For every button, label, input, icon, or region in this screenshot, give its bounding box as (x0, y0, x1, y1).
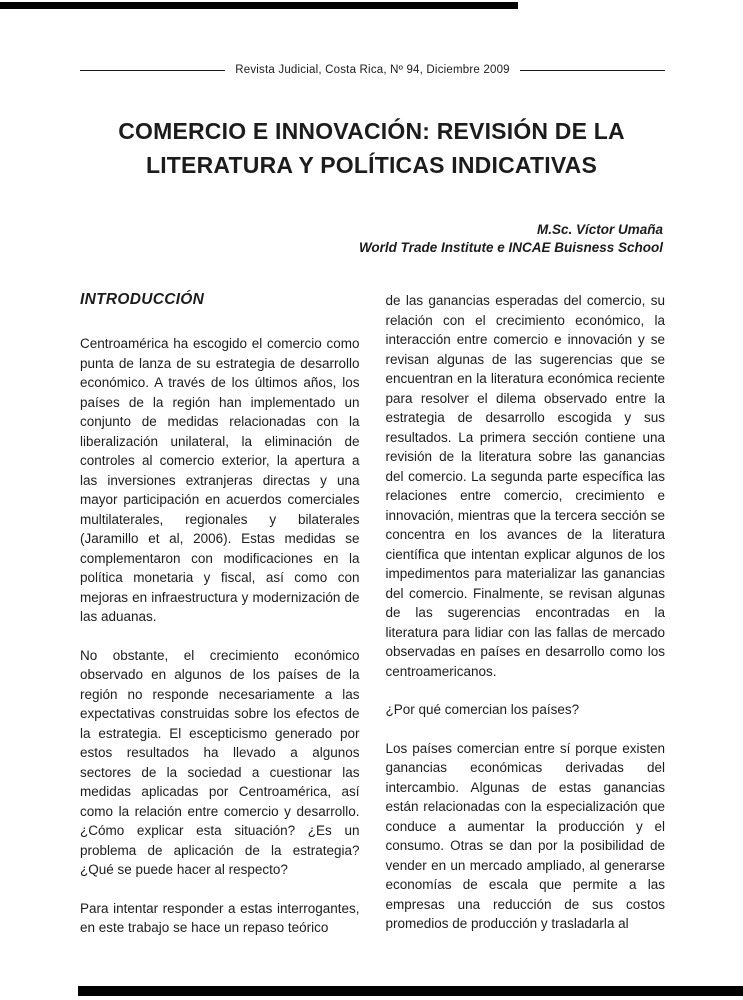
article-title-line2: LITERATURA Y POLÍTICAS INDICATIVAS (145, 152, 598, 178)
body-columns (80, 291, 665, 957)
author-block (359, 221, 663, 256)
article-title (0, 114, 743, 182)
paragraph: Para intentar responder a estas interrogantes, en este trabajo se hace un repaso teórico (80, 900, 360, 935)
header-rule-left (80, 70, 225, 71)
right-column (386, 291, 666, 957)
journal-header (80, 64, 665, 76)
left-column (80, 291, 360, 957)
paragraph: Los países comercian entre sí porque existen ganancias económicas derivadas del intercambio. Algunas de estas ganancias están relacionadas con la especialización que conduce a aumentar la producción y el consumo. Otras se dan por la posibilidad de vender en un mercado ampliado, al generarse economías de escala que permite a las empresas una reducción de sus costos promedios de producción y trasladarla al (385, 740, 665, 931)
header-rule-right (520, 70, 665, 71)
scan-artifact-bottom-bar (78, 986, 743, 996)
article-title-line1: COMERCIO E INNOVACIÓN: REVISIÓN DE LA (118, 118, 625, 144)
scan-artifact-top-bar (0, 2, 518, 9)
section-heading-introduccion: INTRODUCCIÓN (80, 291, 205, 308)
paragraph: Centroamérica ha escogido el comercio como punta de lanza de su estrategia de desarrollo económico. A través de los últimos años, los países de la región han implementado un conjunto de medidas relacionadas con la liberalización unilateral, la eliminación de controles al comercio exterior, la apertura a las inversiones extranjeras directas y una mayor participación en acuerdos comerciales multilaterales, regionales y bilaterales (Jaramillo et al, 2006). Estas medidas se complementaron con modificaciones en la política monetaria y fiscal, así como con mejoras en infraestructura y modernización de las aduanas. (80, 336, 360, 624)
author-name: M.Sc. Víctor Umaña (536, 222, 663, 237)
journal-header-text: Revista Judicial, Costa Rica, Nº 94, Diciembre 2009 (235, 64, 510, 76)
paragraph: de las ganancias esperadas del comercio, su relación con el crecimiento económico, la interacción entre comercio e innovación y se revisan algunas de las sugerencias que se encuentran en la literatura económica reciente para resolver el dilema observado entre la estrategia de desarrollo escogida y sus resultados. La primera sección contiene una revisión de la literatura sobre las ganancias del comercio. La segunda parte específica las relaciones entre comercio, crecimiento e innovación, mientras que la tercera sección se concentra en los avances de la literatura científica que intentan explicar algunos de los impedimentos para materializar las ganancias del comercio. Finalmente, se revisan algunas de las sugerencias encontradas en la literatura para lidiar con las fallas de mercado observadas en países en desarrollo como los centroamericanos. (385, 293, 665, 679)
author-affiliation: World Trade Institute e INCAE Buisness School (358, 239, 663, 255)
subsection-question: ¿Por qué comercian los países? (385, 702, 580, 717)
paragraph: No obstante, el crecimiento económico observado en algunos de los países de la región no responde necesariamente a las expectativas construidas sobre los efectos de la estrategia. El escepticismo generado por estos resultados ha llevado a algunos sectores de la sociedad a cuestionar las medidas aplicadas por Centroamérica, así como la relación entre comercio y desarrollo. ¿Cómo explicar esta situación? ¿Es un problema de aplicación de la estrategia? ¿Qué se puede hacer al respecto? (80, 647, 360, 877)
